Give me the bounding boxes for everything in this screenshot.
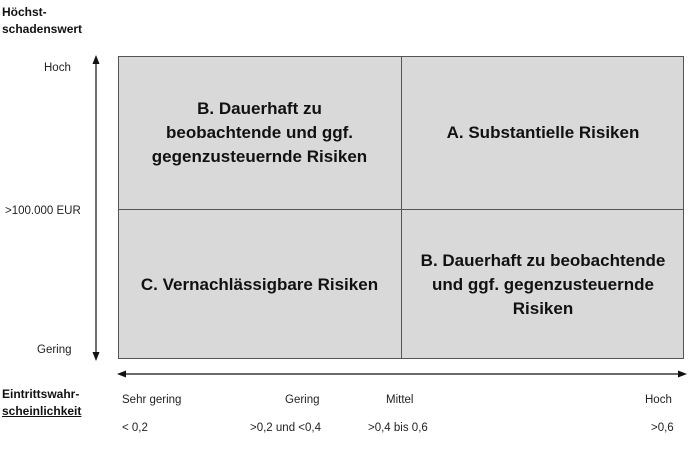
quadrant-top-right [402,56,684,209]
x-label-hoch: Hoch [645,394,672,406]
x-range-4: >0,6 [651,422,674,434]
quadrant-top-right-text: A. Substantielle Risiken [446,122,640,142]
y-tick-high: Hoch [44,62,71,74]
y-tick-low: Gering [37,344,72,356]
quadrant-bottom-right [402,210,684,359]
x-range-2: >0,2 und <0,4 [250,422,321,434]
x-range-1: < 0,2 [122,422,148,434]
x-axis-arrow [117,371,687,378]
quadrant-top-left-text: B. Dauerhaft zu beobachtende und ggf. gegenzusteuernde Risiken [151,98,368,166]
y-axis-title-line1: Höchst- [2,5,47,19]
quadrant-bottom-left-text: C. Vernachlässigbare Risiken [140,274,379,294]
x-axis-title-line1: Eintrittswahr- [2,387,80,401]
y-tick-mid: >100.000 EUR [5,205,81,217]
x-range-3: >0,4 bis 0,6 [368,422,428,434]
x-axis-title-line2: scheinlichkeit [2,404,82,418]
quadrant-top-left [118,56,401,209]
y-axis-arrow [93,55,100,361]
x-label-sehr-gering: Sehr gering [122,394,182,406]
y-axis-title-line2: schadenswert [2,22,83,36]
x-axis-title [2,386,112,420]
quadrant-bottom-right-text: B. Dauerhaft zu beobachtende und ggf. gegenzusteuernde Risiken [420,250,666,318]
quadrant-bottom-left [118,210,401,359]
x-label-gering: Gering [285,394,320,406]
x-label-mittel: Mittel [386,394,414,406]
